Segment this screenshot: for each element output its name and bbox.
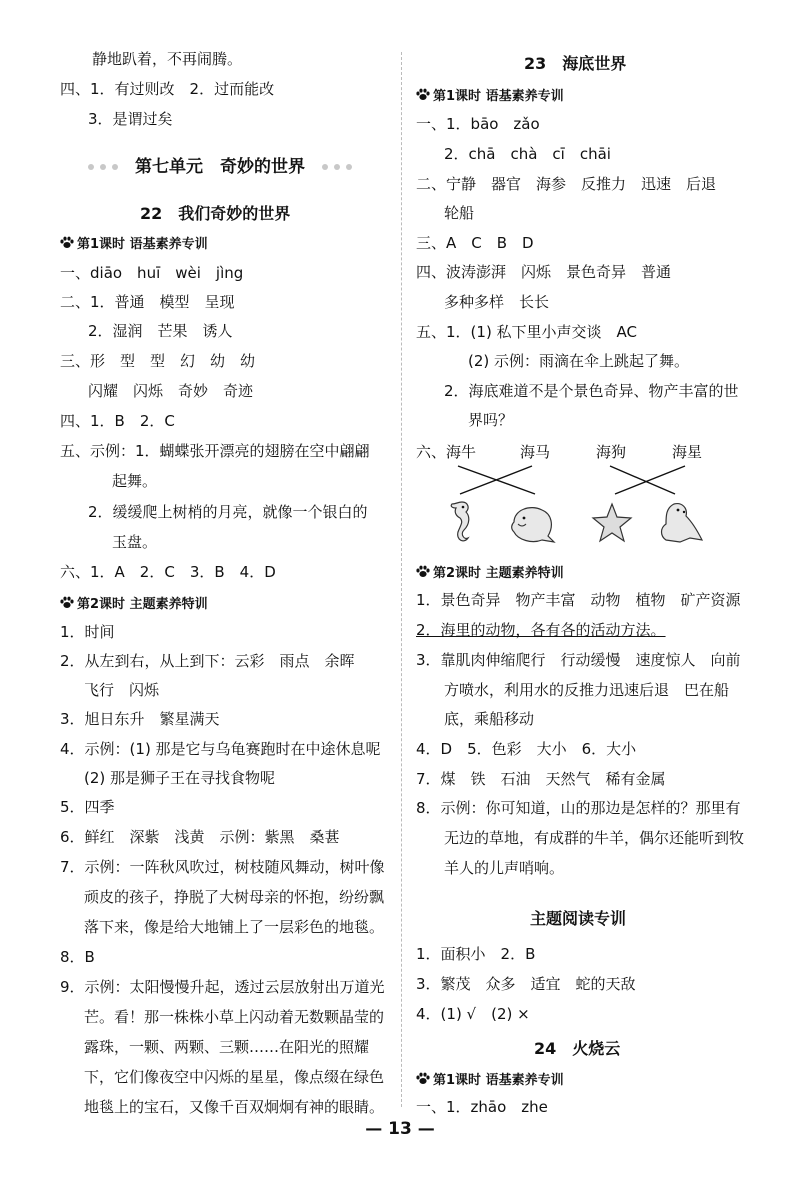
match-line: [610, 466, 675, 494]
match-line: [615, 466, 685, 494]
answer-line: 8．B: [60, 948, 95, 966]
answer-line: 多种多样 长长: [444, 293, 550, 311]
answer-line: 露珠，一颗、两颗、三颗……在阳光的照耀: [84, 1038, 370, 1056]
answer-line: 飞行 闪烁: [84, 681, 160, 699]
column-divider: [401, 52, 402, 1107]
answer-line: 2．海里的动物，各有各的活动方法。: [416, 621, 666, 639]
starfish-icon: [593, 504, 631, 541]
match-label-top: 海狗: [596, 443, 627, 461]
unit-heading: [60, 152, 380, 177]
match-label-top: 海星: [672, 443, 703, 461]
answer-line: 1．时间: [60, 623, 115, 641]
answer-line: 4．D 5．色彩 大小 6．大小: [416, 740, 637, 758]
answer-line: 3．繁茂 众多 适宜 蛇的天敌: [416, 975, 636, 993]
manatee-icon: [512, 508, 554, 542]
answer-line: (2) 那是狮子王在寻找食物呢: [84, 769, 276, 787]
lesson-title: 23 海底世界: [524, 54, 627, 73]
lesson-title: 22 我们奇妙的世界: [140, 204, 291, 223]
answer-line: 三、A C B D: [416, 234, 534, 252]
answer-line: 下，它们像夜空中闪烁的星星，像点缀在绿色: [84, 1068, 385, 1086]
paw-icon: [416, 565, 430, 578]
answer-line: 闪耀 闪烁 奇妙 奇迹: [88, 382, 254, 400]
match-label-top: 海牛: [446, 443, 477, 461]
answer-line: 一、diāo huī wèi jìng: [60, 264, 244, 282]
lesson-label: [416, 1069, 564, 1088]
answer-line: (2) 示例：雨滴在伞上跳起了舞。: [468, 352, 690, 370]
answer-line: 2．从左到右，从上到下：云彩 雨点 余晖: [60, 652, 355, 670]
dot-decoration: [85, 157, 121, 177]
answer-line: 静地趴着，不再闹腾。: [92, 50, 243, 68]
lesson-label: [416, 562, 564, 581]
answer-line: 3．靠肌肉伸缩爬行 行动缓慢 速度惊人 向前: [416, 651, 741, 669]
answer-line: 1．面积小 2．B: [416, 945, 536, 963]
match-prefix: 六、: [416, 443, 447, 461]
answer-line: 顽皮的孩子，挣脱了大树母亲的怀抱，纷纷飘: [84, 888, 385, 906]
lesson-label: [416, 85, 564, 104]
lesson-label-text: 第1课时 语基素养专训: [77, 237, 208, 252]
answer-line: 7．煤 铁 石油 天然气 稀有金属: [416, 770, 666, 788]
answer-line: 轮船: [444, 204, 475, 222]
lesson-label-text: 第2课时 主题素养特训: [433, 566, 564, 581]
answer-line: 7．示例：一阵秋风吹过，树枝随风舞动，树叶像: [60, 858, 385, 876]
answer-line: 落下来，像是给大地铺上了一层彩色的地毯。: [84, 918, 385, 936]
answer-line: 2．湿润 芒果 诱人: [88, 322, 233, 340]
paw-icon: [416, 88, 430, 101]
lesson-label-text: 第1课时 语基素养专训: [433, 1073, 564, 1088]
answer-line: 四、1．有过则改 2．过而能改: [60, 80, 275, 98]
answer-line: 芒。看！那一株株小草上闪动着无数颗晶莹的: [84, 1008, 385, 1026]
answer-line: 二、宁静 器官 海参 反推力 迅速 后退: [416, 175, 717, 193]
lesson-label-text: 第2课时 主题素养特训: [77, 597, 208, 612]
answer-line: 2．缓缓爬上树梢的月亮，就像一个银白的: [88, 503, 368, 521]
answer-line: 5．四季: [60, 798, 115, 816]
dot-decoration: [319, 157, 355, 177]
answer-line: 3．旭日东升 繁星满天: [60, 710, 220, 728]
answer-line: 1．景色奇异 物产丰富 动物 植物 矿产资源: [416, 591, 741, 609]
answer-line: 一、1．bāo zǎo: [416, 115, 540, 133]
answer-line: 6．鲜红 深紫 浅黄 示例：紫黑 桑葚: [60, 828, 340, 846]
answer-line: 4．示例：(1) 那是它与乌龟赛跑时在中途休息呢: [60, 740, 381, 758]
answer-line: 方喷水，利用水的反推力迅速后退 巴在船: [444, 681, 730, 699]
answer-line: 3．是谓过矣: [88, 110, 173, 128]
paw-icon: [60, 236, 74, 249]
answer-line: 起舞。: [112, 472, 158, 490]
seahorse-icon: [451, 502, 469, 541]
answer-line: 六、1．A 2．C 3．B 4．D: [60, 563, 276, 581]
answer-line: 无边的草地，有成群的牛羊，偶尔还能听到牧: [444, 829, 745, 847]
answer-line: 地毯上的宝石，又像千百双炯炯有神的眼睛。: [84, 1098, 385, 1116]
unit-title: 第七单元 奇妙的世界: [135, 157, 305, 177]
section-title: 主题阅读专训: [530, 909, 627, 928]
match-label-top: 海马: [520, 443, 551, 461]
lesson-title: 24 火烧云: [534, 1039, 621, 1058]
answer-line: 三、形 型 型 幻 幼 幼: [60, 352, 256, 370]
seal-icon: [662, 504, 703, 542]
answer-line: 五、示例：1．蝴蝶张开漂亮的翅膀在空中翩翩: [60, 442, 370, 460]
answer-line: 底，乘船移动: [444, 710, 535, 728]
answer-line: 2．chā chà cī chāi: [444, 145, 611, 163]
answer-line: 2．海底难道不是个景色奇异、物产丰富的世: [444, 382, 739, 400]
answer-line: 4．(1) √ (2) ×: [416, 1005, 530, 1023]
lesson-label-text: 第1课时 语基素养专训: [433, 89, 564, 104]
answer-line: 一、1．zhāo zhe: [416, 1098, 548, 1116]
lesson-label: [60, 233, 208, 252]
answer-line: 玉盘。: [112, 533, 158, 551]
matching-diagram: [420, 462, 720, 552]
answer-line: 四、波涛澎湃 闪烁 景色奇异 普通: [416, 263, 672, 281]
answer-line: 二、1．普通 模型 呈现: [60, 293, 235, 311]
answer-line: 五、1．(1) 私下里小声交谈 AC: [416, 323, 638, 341]
answer-line: 9．示例：太阳慢慢升起，透过云层放射出万道光: [60, 978, 385, 996]
answer-line: 8．示例：你可知道，山的那边是怎样的？那里有: [416, 799, 741, 817]
answer-line: 四、1．B 2．C: [60, 412, 175, 430]
page-number: — 13 —: [365, 1119, 435, 1139]
paw-icon: [416, 1072, 430, 1085]
lesson-label: [60, 593, 208, 612]
answer-line: 羊人的儿声哨响。: [444, 859, 565, 877]
answer-line: 界吗？: [468, 411, 514, 429]
paw-icon: [60, 596, 74, 609]
